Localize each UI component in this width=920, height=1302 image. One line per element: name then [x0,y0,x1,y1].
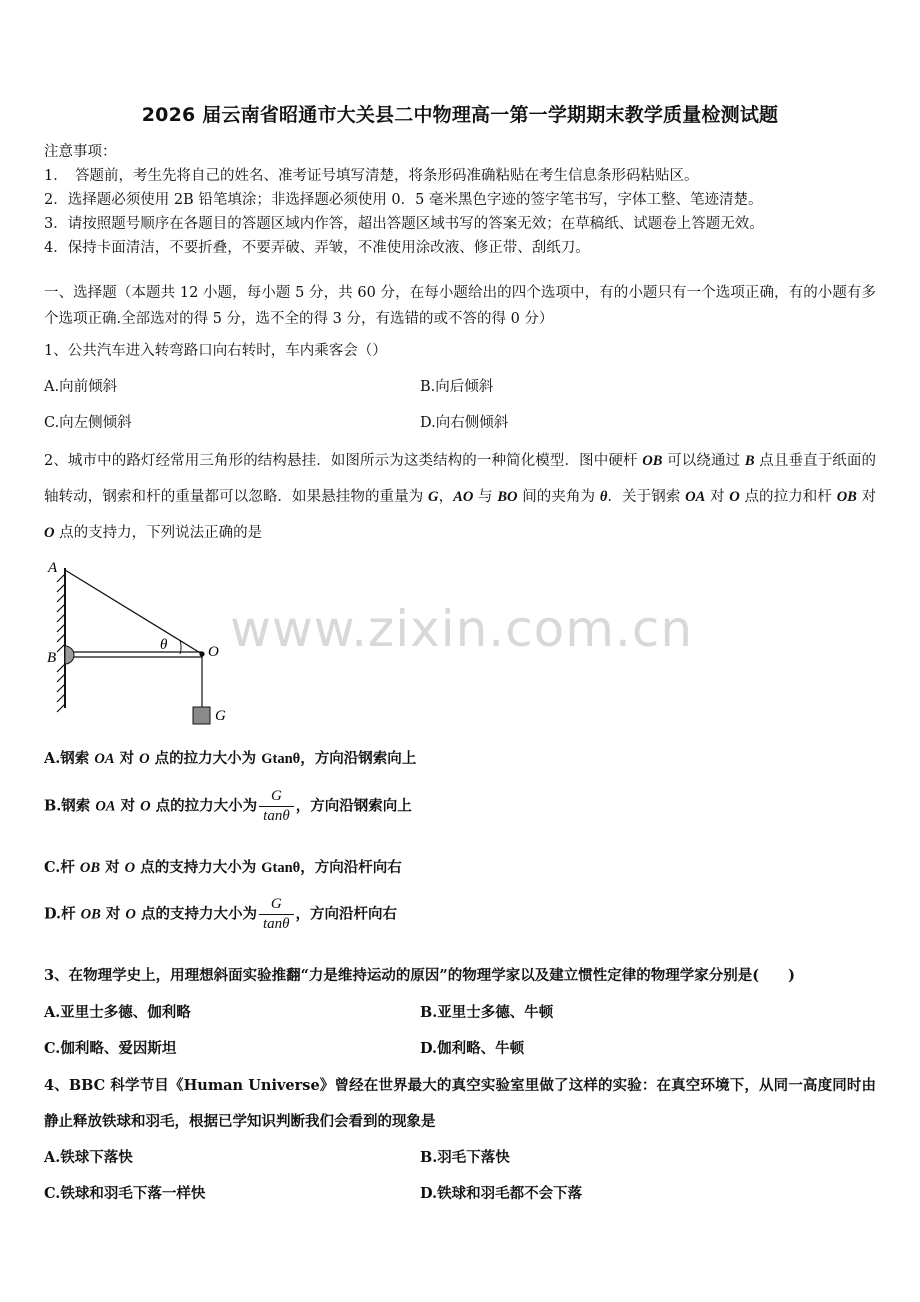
label-theta: θ [160,637,168,653]
watermark: www.zixin.com.cn [230,600,694,658]
notice-item-2: 2．选择题必须使用 2B 铅笔填涂；非选择题必须使用 0．5 毫米黑色字迹的签字笔书写，字体工整、笔迹清楚。 [44,192,763,208]
q3-option-c: C.伽利略、爱因斯坦 [44,1040,177,1057]
label-a: A [48,560,58,576]
section1-heading: 一、选择题（本题共 12 小题，每小题 5 分，共 60 分，在每小题给出的四个选项中，有的小题只有一个选项正确，有的小题有多个选项正确.全部选对的得 5 分，选不全的得 3 分，有选错的或不答的得 0 分） [44,285,876,327]
q1-option-a: A.向前倾斜 [44,379,118,395]
q4-option-c: C.铁球和羽毛下落一样快 [44,1185,206,1202]
q2-figure [40,552,240,732]
page-title: 2026 届云南省昭通市大关县二中物理高一第一学期期末教学质量检测试题 [141,104,779,126]
hinge-b [65,646,74,664]
q1-option-d: D.向右侧倾斜 [420,415,509,431]
notice-item-4: 4．保持卡面清洁，不要折叠，不要弄破、弄皱，不准使用涂改液、修正带、刮纸刀。 [44,240,590,256]
q4-stem: 4、BBC 科学节目《Human Universe》曾经在世界最大的真空实验室里做了这样的实验：在真空环境下，从同一高度同时由静止释放铁球和羽毛，根据已学知识判断我们会看到的现象是 [44,1077,876,1130]
angle-arc [180,640,181,654]
notice-heading: 注意事项： [44,144,117,160]
q4-option-b: B.羽毛下落快 [420,1149,510,1166]
q4-option-a: A.铁球下落快 [44,1149,133,1166]
q2-option-a: A.钢索 OA 对 O 点的拉力大小为 Gtanθ，方向沿钢索向上 [44,750,417,767]
q3-option-d: D.伽利略、牛顿 [420,1040,525,1057]
q4-option-d: D.铁球和羽毛都不会下落 [420,1185,583,1202]
notice-item-1: 1． 答题前，考生先将自己的姓名、准考证号填写清楚，将条形码准确粘贴在考生信息条形码粘贴区。 [44,168,699,184]
weight-g [193,707,210,724]
notice-item-3: 3．请按照题号顺序在各题目的答题区域内作答，超出答题区域书写的答案无效；在草稿纸、试题卷上答题无效。 [44,216,764,232]
label-b: B [47,650,57,666]
q3-option-a: A.亚里士多德、伽利略 [44,1004,191,1021]
label-o: O [208,644,219,660]
q1-option-c: C.向左侧倾斜 [44,415,132,431]
q1-stem: 1、公共汽车进入转弯路口向右转时，车内乘客会（） [44,343,387,359]
point-o [199,651,204,656]
wall-hatching [57,568,65,712]
q2-option-c: C.杆 OB 对 O 点的支持力大小为 Gtanθ，方向沿杆向右 [44,859,402,876]
label-g: G [215,708,226,724]
q2-option-d: D.杆 OB 对 O 点的支持力大小为 $\frac{G}{\tan\theta}$ ，方向沿杆向右 [44,896,398,932]
q1-option-b: B.向后倾斜 [420,379,494,395]
q3-stem: 3、在物理学史上，用理想斜面实验推翻“力是维持运动的原因”的物理学家以及建立惯性定律的物理学家分别是( ) [44,967,795,984]
q2-stem: 2、城市中的路灯经常用三角形的结构悬挂．如图所示为这类结构的一种简化模型．图中硬杆 OB 可以绕通过 B 点且垂直于纸面的轴转动，钢索和杆的重量都可以忽略．如果悬挂物的重量为 G，AO 与 BO 间的夹角为 θ．关于钢索 OA 对 O 点的拉力和杆 OB 对 O 点的支持力，下列说法正确的是 [44,453,877,541]
q2-option-b: B.钢索 OA 对 O 点的拉力大小为 $\frac{G}{\tan\theta}$ ，方向沿钢索向上 [44,788,412,824]
cable-oa [65,570,202,654]
fraction-g-over-tan: $\frac{G}{\tan\theta}$ [259,788,294,825]
fraction-g-over-tan: $\frac{G}{\tan\theta}$ [259,896,294,933]
q3-option-b: B.亚里士多德、牛顿 [420,1004,554,1021]
